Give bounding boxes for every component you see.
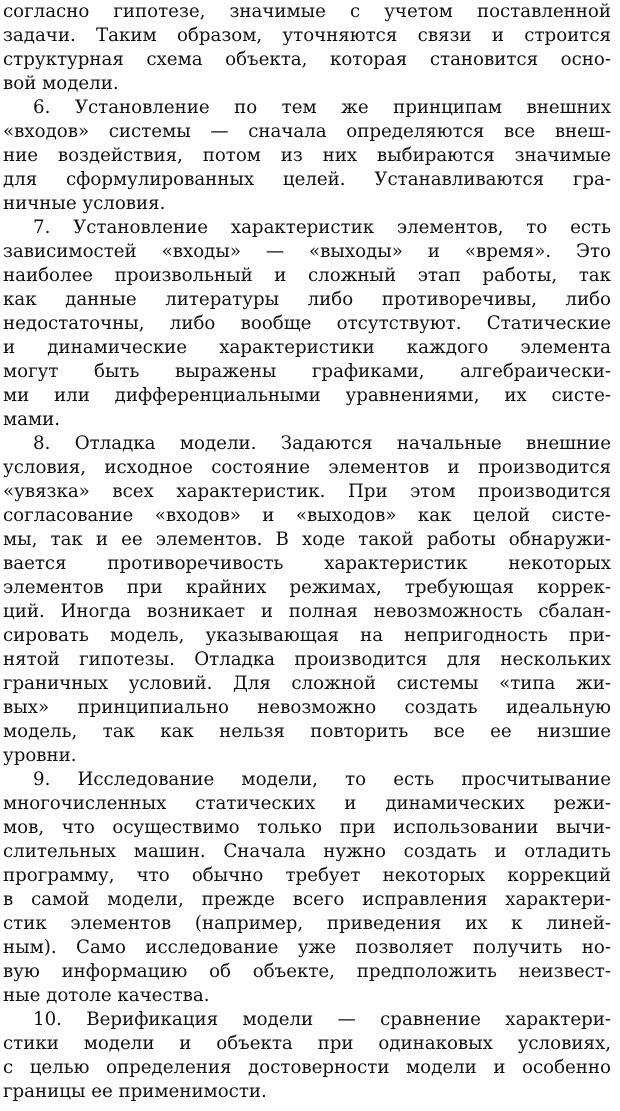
paragraph-10-first-line: 10. Верификация модели — сравнение характери- — [33, 1009, 611, 1030]
text-line: слительных машин. Сначала нужно создать и отладить — [3, 841, 611, 862]
text-line: наиболее произвольный и сложный этап работы, так — [3, 265, 611, 286]
text-line: вых» принципиально невозможно создать идеальную — [3, 697, 611, 718]
text-line: многочисленных статических и динамических режи- — [3, 793, 611, 814]
text-line: с целью определения достоверности модели и особенно — [3, 1057, 611, 1078]
text-line: мы, так и ее элементов. В ходе такой работы обнаружи- — [3, 529, 611, 550]
text-line: уровни. — [3, 745, 77, 766]
text-line: сировать модель, указывающая на непригодность при- — [3, 625, 611, 646]
text-line: структурная схема объекта, которая становится осно- — [3, 49, 611, 70]
text-line: зависимостей «входы» — «выходы» и «время». Это — [3, 241, 611, 262]
text-line: для сформулированных целей. Устанавливаются гра- — [3, 169, 611, 190]
text-line: стик элементов (например, приведения их к линей- — [3, 913, 611, 934]
paragraph-9-first-line: 9. Исследование модели, то есть просчитывание — [33, 769, 611, 790]
text-line: программу, что обычно требует некоторых коррекций — [3, 865, 611, 886]
text-line: элементов при крайних режимах, требующая коррек- — [3, 577, 611, 598]
text-line: модель, так как нельзя повторить все ее низшие — [3, 721, 611, 742]
text-line: «входов» системы — сначала определяются все внеш- — [3, 121, 611, 142]
text-line: могут быть выражены графиками, алгебраически- — [3, 361, 611, 382]
text-line: ничные условия. — [3, 193, 166, 214]
text-line: ми или дифференциальными уравнениями, их систе- — [3, 385, 611, 406]
text-line: ций. Иногда возникает и полная невозможность сбалан- — [3, 601, 611, 622]
text-line: граничных условий. Для сложной системы «типа жи- — [3, 673, 611, 694]
text-line: вой модели. — [3, 73, 119, 94]
text-line: стики модели и объекта при одинаковых условиях, — [3, 1033, 611, 1054]
text-line: согласование «входов» и «выходов» как целой систе- — [3, 505, 611, 526]
text-line: условия, исходное состояние элементов и производится — [3, 457, 611, 478]
text-line: в самой модели, прежде всего исправления характери- — [3, 889, 611, 910]
text-line: границы ее применимости. — [3, 1081, 267, 1102]
paragraph-8-first-line: 8. Отладка модели. Задаются начальные внешние — [33, 433, 611, 454]
paragraph-7-first-line: 7. Установление характеристик элементов, то есть — [33, 217, 611, 238]
text-line: задачи. Таким образом, уточняются связи и строится — [3, 25, 611, 46]
text-line: нятой гипотезы. Отладка производится для нескольких — [3, 649, 611, 670]
text-line: как данные литературы либо противоречивы, либо — [3, 289, 611, 310]
text-line: вается противоречивость характеристик некоторых — [3, 553, 611, 574]
text-line: вую информацию об объекте, предположить неизвест- — [3, 961, 611, 982]
text-line: ным). Само исследование уже позволяет получить но- — [3, 937, 611, 958]
text-line: мов, что осуществимо только при использовании вычи- — [3, 817, 611, 838]
text-line: ные дотоле качества. — [3, 985, 210, 1006]
text-line: недостаточны, либо вообще отсутствуют. Статические — [3, 313, 611, 334]
text-line: «увязка» всех характеристик. При этом производится — [3, 481, 611, 502]
text-line: мами. — [3, 409, 61, 430]
paragraph-6-first-line: 6. Установление по тем же принципам внешних — [33, 97, 611, 118]
text-line: согласно гипотезе, значимые с учетом поставленной — [3, 1, 611, 22]
text-line: и динамические характеристики каждого элемента — [3, 337, 611, 358]
text-line: ние воздействия, потом из них выбираются значимые — [3, 145, 611, 166]
